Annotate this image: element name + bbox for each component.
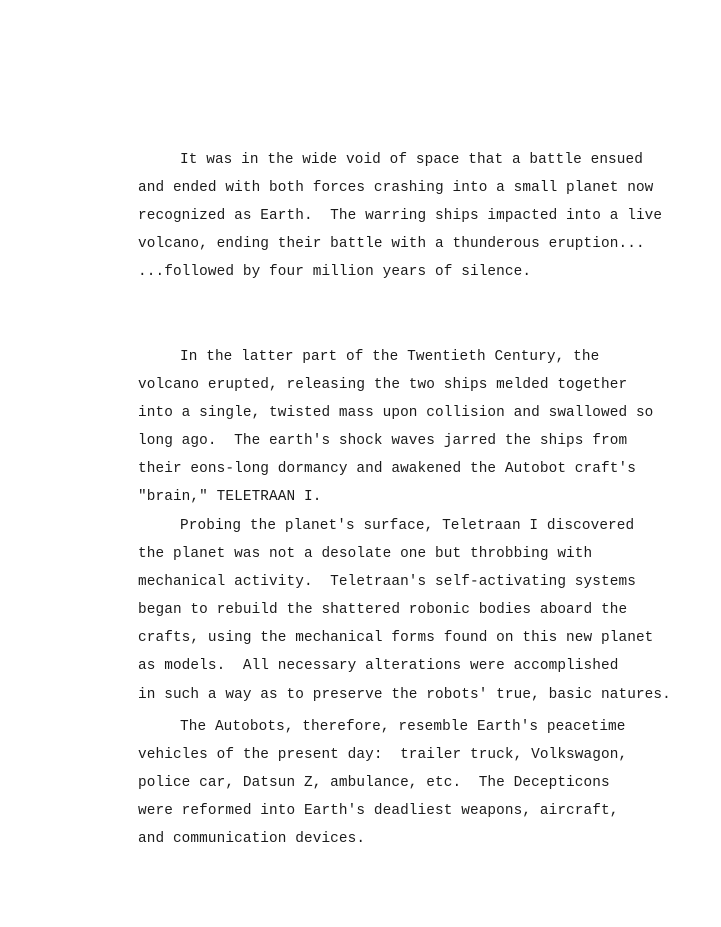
para2-line-3: mechanical activity. Teletraan's self-activating systems [138,574,636,590]
intro-line-3: recognized as Earth. The warring ships impacted into a live [138,208,663,224]
para3-line-1: The Autobots, therefore, resemble Earth's peacetime [180,719,626,735]
para3-line-2: vehicles of the present day: trailer truck, Volkswagon, [138,747,628,763]
para2-line-5: crafts, using the mechanical forms found on this new planet [138,630,654,646]
intro-line-1: It was in the wide void of space that a battle ensued [180,152,643,168]
para3-line-5: and communication devices. [138,831,366,847]
para2-line-6: as models. All necessary alterations were accomplished [138,658,619,674]
para1-line-5: their eons-long dormancy and awakened the Autobot craft's [138,461,636,477]
para1-line-1: In the latter part of the Twentieth Century, the [180,349,600,365]
para1-line-3: into a single, twisted mass upon collision and swallowed so [138,405,654,421]
para2-line-4: began to rebuild the shattered robonic bodies aboard the [138,602,628,618]
intro-line-5: ...followed by four million years of silence. [138,264,532,280]
para2-line-1: Probing the planet's surface, Teletraan I discovered [180,518,635,534]
para2-line-7: in such a way as to preserve the robots' true, basic natures. [138,687,671,703]
para3-line-3: police car, Datsun Z, ambulance, etc. The Decepticons [138,775,610,791]
para1-line-6: "brain," TELETRAAN I. [138,489,322,505]
para1-line-2: volcano erupted, releasing the two ships melded together [138,377,628,393]
para2-line-2: the planet was not a desolate one but throbbing with [138,546,593,562]
para1-line-4: long ago. The earth's shock waves jarred the ships from [138,433,628,449]
para3-line-4: were reformed into Earth's deadliest weapons, aircraft, [138,803,619,819]
intro-line-4: volcano, ending their battle with a thunderous eruption... [138,236,645,252]
intro-line-2: and ended with both forces crashing into a small planet now [138,180,654,196]
